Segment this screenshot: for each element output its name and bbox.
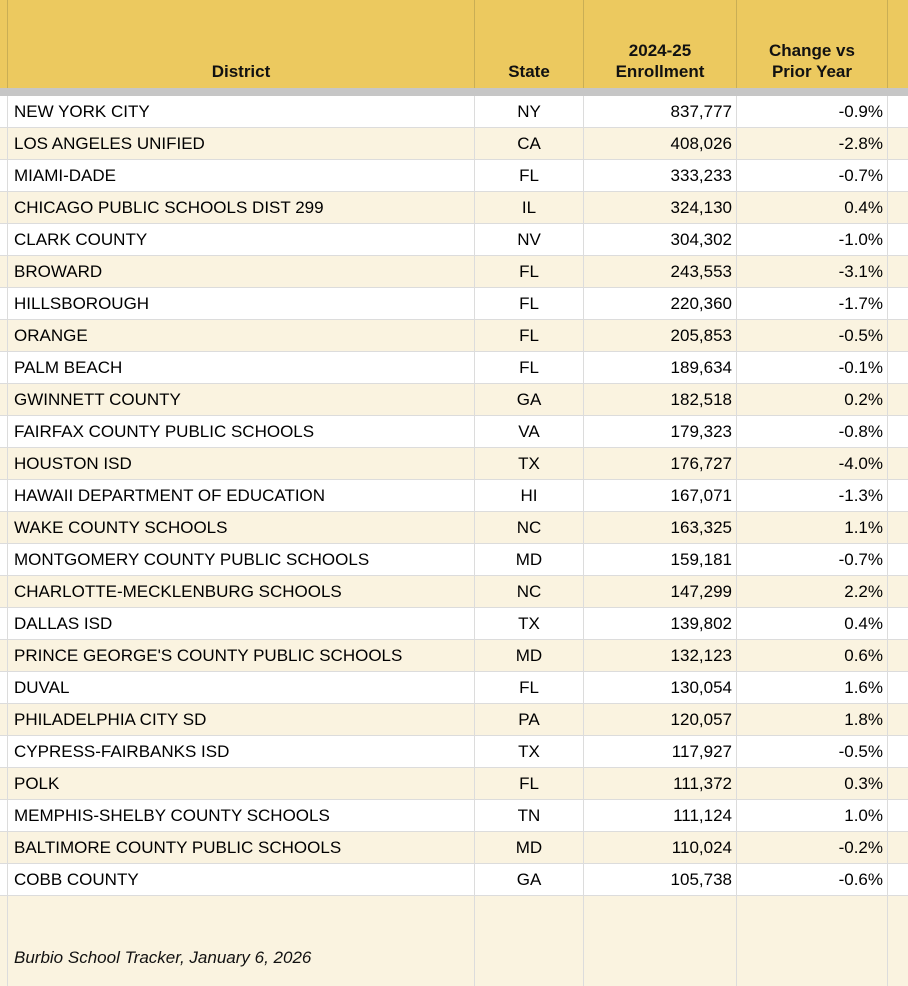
district-cell: MEMPHIS-SHELBY COUNTY SCHOOLS xyxy=(8,800,475,831)
footer-right-gutter xyxy=(888,896,908,986)
row-right-gutter xyxy=(888,384,908,415)
row-left-gutter xyxy=(0,704,8,735)
change-cell: -0.7% xyxy=(737,160,888,191)
district-cell: ORANGE xyxy=(8,320,475,351)
row-left-gutter xyxy=(0,544,8,575)
table-row xyxy=(0,672,908,704)
enrollment-cell: 182,518 xyxy=(584,384,737,415)
enrollment-cell: 304,302 xyxy=(584,224,737,255)
state-cell: FL xyxy=(475,256,584,287)
row-left-gutter xyxy=(0,608,8,639)
column-header-enrollment xyxy=(584,0,737,88)
row-left-gutter xyxy=(0,480,8,511)
enrollment-cell: 220,360 xyxy=(584,288,737,319)
change-cell: -0.2% xyxy=(737,832,888,863)
row-right-gutter xyxy=(888,512,908,543)
enrollment-cell: 111,372 xyxy=(584,768,737,799)
table-footer-row xyxy=(0,896,908,986)
table-row xyxy=(0,640,908,672)
table-row xyxy=(0,384,908,416)
column-header-change-label xyxy=(769,40,855,82)
change-cell: -0.9% xyxy=(737,96,888,127)
column-header-district-label: District xyxy=(211,62,271,81)
table-row xyxy=(0,608,908,640)
state-cell: MD xyxy=(475,832,584,863)
row-left-gutter xyxy=(0,640,8,671)
state-cell: MD xyxy=(475,640,584,671)
state-cell: VA xyxy=(475,416,584,447)
enrollment-cell: 105,738 xyxy=(584,864,737,895)
enrollment-cell: 176,727 xyxy=(584,448,737,479)
state-cell: TX xyxy=(475,736,584,767)
table-row xyxy=(0,768,908,800)
table-row xyxy=(0,832,908,864)
row-left-gutter xyxy=(0,352,8,383)
table-row xyxy=(0,192,908,224)
enrollment-cell: 147,299 xyxy=(584,576,737,607)
row-left-gutter xyxy=(0,768,8,799)
state-cell: FL xyxy=(475,352,584,383)
state-cell: IL xyxy=(475,192,584,223)
district-cell: PALM BEACH xyxy=(8,352,475,383)
enrollment-cell: 179,323 xyxy=(584,416,737,447)
enrollment-cell: 110,024 xyxy=(584,832,737,863)
row-right-gutter xyxy=(888,704,908,735)
district-cell: PRINCE GEORGE'S COUNTY PUBLIC SCHOOLS xyxy=(8,640,475,671)
enrollment-cell: 333,233 xyxy=(584,160,737,191)
state-cell: CA xyxy=(475,128,584,159)
state-cell: FL xyxy=(475,768,584,799)
state-cell: TX xyxy=(475,448,584,479)
table-header-row xyxy=(0,0,908,88)
row-right-gutter xyxy=(888,96,908,127)
table-row xyxy=(0,736,908,768)
district-cell: DUVAL xyxy=(8,672,475,703)
row-left-gutter xyxy=(0,128,8,159)
column-header-state xyxy=(475,0,584,88)
enrollment-cell: 130,054 xyxy=(584,672,737,703)
enrollment-cell: 205,853 xyxy=(584,320,737,351)
enrollment-cell: 139,802 xyxy=(584,608,737,639)
row-left-gutter xyxy=(0,192,8,223)
footer-state-cell xyxy=(475,896,584,986)
state-cell: FL xyxy=(475,288,584,319)
row-right-gutter xyxy=(888,768,908,799)
state-cell: PA xyxy=(475,704,584,735)
header-left-gutter xyxy=(0,0,8,88)
enrollment-header-line2: Enrollment xyxy=(615,62,705,81)
table-row xyxy=(0,864,908,896)
district-cell: BROWARD xyxy=(8,256,475,287)
enrollment-cell: 243,553 xyxy=(584,256,737,287)
enrollment-cell: 408,026 xyxy=(584,128,737,159)
change-cell: -2.8% xyxy=(737,128,888,159)
change-cell: 1.8% xyxy=(737,704,888,735)
change-cell: -0.6% xyxy=(737,864,888,895)
row-right-gutter xyxy=(888,224,908,255)
district-cell: DALLAS ISD xyxy=(8,608,475,639)
row-right-gutter xyxy=(888,736,908,767)
table-row xyxy=(0,480,908,512)
district-cell: BALTIMORE COUNTY PUBLIC SCHOOLS xyxy=(8,832,475,863)
row-left-gutter xyxy=(0,384,8,415)
state-cell: NY xyxy=(475,96,584,127)
row-right-gutter xyxy=(888,288,908,319)
row-right-gutter xyxy=(888,832,908,863)
column-header-enrollment-label xyxy=(616,40,705,82)
header-separator-band xyxy=(0,88,908,96)
enrollment-cell: 132,123 xyxy=(584,640,737,671)
table-row xyxy=(0,352,908,384)
change-cell: 1.6% xyxy=(737,672,888,703)
state-cell: FL xyxy=(475,672,584,703)
table-row xyxy=(0,448,908,480)
enrollment-cell: 324,130 xyxy=(584,192,737,223)
row-left-gutter xyxy=(0,160,8,191)
change-header-line1: Change vs xyxy=(769,41,855,60)
table-row xyxy=(0,224,908,256)
footer-change-cell xyxy=(737,896,888,986)
state-cell: NC xyxy=(475,576,584,607)
row-right-gutter xyxy=(888,128,908,159)
state-cell: MD xyxy=(475,544,584,575)
row-right-gutter xyxy=(888,160,908,191)
district-cell: POLK xyxy=(8,768,475,799)
row-left-gutter xyxy=(0,96,8,127)
enrollment-header-line1: 2024-25 xyxy=(628,41,692,60)
district-cell: CLARK COUNTY xyxy=(8,224,475,255)
district-cell: HILLSBOROUGH xyxy=(8,288,475,319)
column-header-district xyxy=(8,0,475,88)
footer-left-gutter xyxy=(0,896,8,986)
district-cell: MIAMI-DADE xyxy=(8,160,475,191)
row-left-gutter xyxy=(0,224,8,255)
row-left-gutter xyxy=(0,864,8,895)
column-header-change xyxy=(737,0,888,88)
row-left-gutter xyxy=(0,256,8,287)
change-cell: -1.0% xyxy=(737,224,888,255)
row-right-gutter xyxy=(888,192,908,223)
enrollment-cell: 117,927 xyxy=(584,736,737,767)
table-row xyxy=(0,576,908,608)
district-cell: NEW YORK CITY xyxy=(8,96,475,127)
change-cell: -1.3% xyxy=(737,480,888,511)
column-header-state-label: State xyxy=(508,62,550,81)
district-cell: CHARLOTTE-MECKLENBURG SCHOOLS xyxy=(8,576,475,607)
row-left-gutter xyxy=(0,672,8,703)
row-right-gutter xyxy=(888,416,908,447)
enrollment-cell: 111,124 xyxy=(584,800,737,831)
change-cell: -3.1% xyxy=(737,256,888,287)
table-row xyxy=(0,320,908,352)
row-right-gutter xyxy=(888,448,908,479)
enrollment-cell: 120,057 xyxy=(584,704,737,735)
row-left-gutter xyxy=(0,736,8,767)
footer-enrollment-cell xyxy=(584,896,737,986)
state-cell: TX xyxy=(475,608,584,639)
table-body xyxy=(0,96,908,896)
row-left-gutter xyxy=(0,800,8,831)
table-row xyxy=(0,512,908,544)
table-row xyxy=(0,704,908,736)
state-cell: TN xyxy=(475,800,584,831)
table-row xyxy=(0,256,908,288)
change-cell: 1.1% xyxy=(737,512,888,543)
district-cell: GWINNETT COUNTY xyxy=(8,384,475,415)
change-cell: 0.4% xyxy=(737,608,888,639)
change-cell: -0.5% xyxy=(737,736,888,767)
district-cell: FAIRFAX COUNTY PUBLIC SCHOOLS xyxy=(8,416,475,447)
district-cell: HOUSTON ISD xyxy=(8,448,475,479)
district-cell: HAWAII DEPARTMENT OF EDUCATION xyxy=(8,480,475,511)
table-row xyxy=(0,288,908,320)
change-cell: -0.5% xyxy=(737,320,888,351)
table-row xyxy=(0,800,908,832)
district-cell: COBB COUNTY xyxy=(8,864,475,895)
row-left-gutter xyxy=(0,288,8,319)
enrollment-cell: 189,634 xyxy=(584,352,737,383)
state-cell: NV xyxy=(475,224,584,255)
table-row xyxy=(0,128,908,160)
row-right-gutter xyxy=(888,640,908,671)
source-note: Burbio School Tracker, January 6, 2026 xyxy=(8,896,475,986)
table-row xyxy=(0,416,908,448)
row-left-gutter xyxy=(0,448,8,479)
district-cell: WAKE COUNTY SCHOOLS xyxy=(8,512,475,543)
state-cell: GA xyxy=(475,864,584,895)
enrollment-cell: 163,325 xyxy=(584,512,737,543)
row-left-gutter xyxy=(0,512,8,543)
table-row xyxy=(0,544,908,576)
state-cell: NC xyxy=(475,512,584,543)
row-right-gutter xyxy=(888,576,908,607)
row-right-gutter xyxy=(888,672,908,703)
row-right-gutter xyxy=(888,800,908,831)
district-cell: LOS ANGELES UNIFIED xyxy=(8,128,475,159)
row-right-gutter xyxy=(888,256,908,287)
change-cell: -0.7% xyxy=(737,544,888,575)
row-left-gutter xyxy=(0,832,8,863)
enrollment-cell: 837,777 xyxy=(584,96,737,127)
state-cell: HI xyxy=(475,480,584,511)
change-header-line2: Prior Year xyxy=(771,62,852,81)
enrollment-cell: 167,071 xyxy=(584,480,737,511)
change-cell: 2.2% xyxy=(737,576,888,607)
change-cell: -4.0% xyxy=(737,448,888,479)
change-cell: 0.6% xyxy=(737,640,888,671)
row-left-gutter xyxy=(0,416,8,447)
district-cell: MONTGOMERY COUNTY PUBLIC SCHOOLS xyxy=(8,544,475,575)
district-cell: CHICAGO PUBLIC SCHOOLS DIST 299 xyxy=(8,192,475,223)
change-cell: 0.3% xyxy=(737,768,888,799)
table-row xyxy=(0,160,908,192)
enrollment-cell: 159,181 xyxy=(584,544,737,575)
row-right-gutter xyxy=(888,608,908,639)
row-right-gutter xyxy=(888,544,908,575)
row-right-gutter xyxy=(888,352,908,383)
row-right-gutter xyxy=(888,864,908,895)
row-right-gutter xyxy=(888,320,908,351)
change-cell: 0.4% xyxy=(737,192,888,223)
district-cell: CYPRESS-FAIRBANKS ISD xyxy=(8,736,475,767)
row-left-gutter xyxy=(0,320,8,351)
change-cell: 1.0% xyxy=(737,800,888,831)
row-left-gutter xyxy=(0,576,8,607)
row-right-gutter xyxy=(888,480,908,511)
state-cell: FL xyxy=(475,320,584,351)
state-cell: GA xyxy=(475,384,584,415)
header-right-gutter xyxy=(888,0,908,88)
change-cell: 0.2% xyxy=(737,384,888,415)
change-cell: -1.7% xyxy=(737,288,888,319)
table-row xyxy=(0,96,908,128)
change-cell: -0.8% xyxy=(737,416,888,447)
state-cell: FL xyxy=(475,160,584,191)
change-cell: -0.1% xyxy=(737,352,888,383)
district-cell: PHILADELPHIA CITY SD xyxy=(8,704,475,735)
